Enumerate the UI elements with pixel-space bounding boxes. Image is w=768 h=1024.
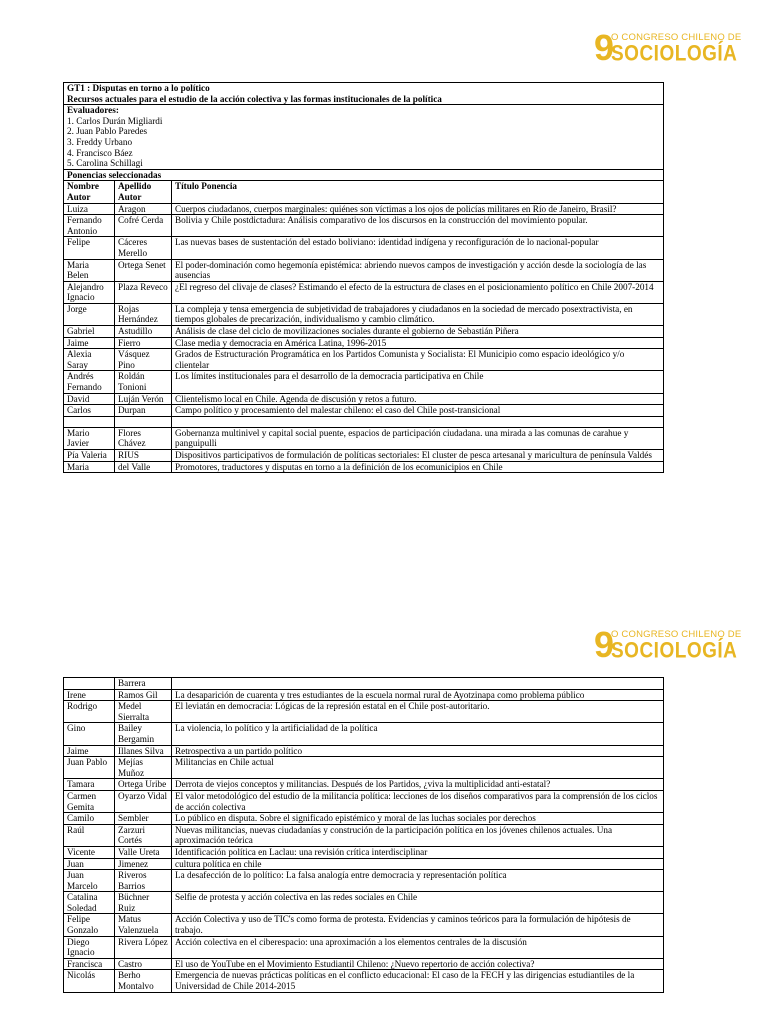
author-last-name: Medel Sierralta [115,701,172,723]
author-first-name: Vicente [64,846,115,858]
author-first-name: Luiza [64,203,115,215]
header-row [64,83,664,105]
table-row [64,461,664,473]
author-first-name: Carmen Gemita [64,790,115,812]
logo-line1: O CONGRESO CHILENO DE [611,32,742,43]
evaluador: 3. Freddy Urbano [67,136,133,147]
paper-title: La desafección de lo político: La falsa analogía entre democracia y representación política [172,870,664,892]
logo-line1: O CONGRESO CHILENO DE [611,629,742,640]
author-first-name: Catalina Soledad [64,892,115,914]
author-first-name [64,416,115,427]
col-apellido-header: Apellido Autor [115,181,172,203]
group-subtitle: Recursos actuales para el estudio de la acción colectiva y las formas institucionales de la política [67,93,442,104]
author-last-name: Zarzuri Cortés [115,824,172,846]
group-title: GT1 : Disputas en torno a lo político [67,83,210,93]
col-titulo-header: Título Ponencia [172,181,664,203]
author-first-name: Juan Pablo [64,757,115,779]
author-first-name: Gabriel [64,326,115,338]
evaluador: 2. Juan Pablo Paredes [67,126,148,137]
paper-title: El uso de YouTube en el Movimiento Estudiantil Chileno: ¿Nuevo repertorio de acción colectiva? [172,958,664,970]
table-row [64,936,664,958]
table-row [64,203,664,215]
author-first-name [64,678,115,690]
author-last-name: Matus Valenzuela [115,914,172,936]
author-first-name: Carlos [64,405,115,417]
table-row [64,970,664,992]
evaluador: 4. Francisco Báez [67,147,133,158]
table-row [64,757,664,779]
column-header-row [64,181,664,203]
table-row [64,337,664,349]
table-row [64,846,664,858]
table-row [64,779,664,791]
table-row [64,259,664,281]
paper-title: El valor metodológico del estudio de la militancia política: lecciones de los diseños comparativos para la comprensión de los ciclos de acción colectiva [172,790,664,812]
table-row [64,813,664,825]
author-last-name: Büchner Ruiz [115,892,172,914]
table-row [64,745,664,757]
author-last-name: Cáceres Merello [115,237,172,259]
paper-title: Nuevas militancias, nuevas ciudadanías y construción de la participación política en los jóvenes chilenos actuales. Una aproximación teórica [172,824,664,846]
table-row [64,349,664,371]
table-row [64,416,664,427]
paper-title: Campo político y procesamiento del malestar chileno: el caso del Chile post-transicional [172,405,664,417]
author-last-name: Plaza Reveco [115,281,172,303]
author-last-name: Roldán Tonioni [115,371,172,393]
evaluadores-row [64,105,664,170]
author-last-name: Durpan [115,405,172,417]
evaluadores-label: Evaluadores: [67,105,119,116]
paper-title: Cuerpos ciudadanos, cuerpos marginales: quiénes son víctimas a los ojos de policías militares en Río de Janeiro, Brasil? [172,203,664,215]
ponencias-table-page2 [63,677,664,993]
paper-title: Acción Colectiva y uso de TIC's como forma de protesta. Evidencias y caminos teóricos para la formulación de hipótesis de trabajo. [172,914,664,936]
author-first-name: Maria Belen [64,259,115,281]
paper-title: Lo público en disputa. Sobre el significado epistémico y moral de las luchas sociales por derechos [172,813,664,825]
paper-title: Selfie de protesta y acción colectiva en las redes sociales en Chile [172,892,664,914]
author-first-name: Irene [64,689,115,701]
author-first-name: Jorge [64,303,115,325]
table-row [64,405,664,417]
ponencias-table-page1 [63,82,664,473]
table-row [64,237,664,259]
paper-title: Dispositivos participativos de formulación de políticas sectoriales: El cluster de pesca artesanal y maricultura de península Valdés [172,450,664,462]
author-last-name: Ortega Senet [115,259,172,281]
author-last-name: Aragon [115,203,172,215]
author-last-name [115,416,172,427]
author-first-name: Camilo [64,813,115,825]
table-row [64,824,664,846]
author-first-name: David [64,393,115,405]
author-last-name: Oyarzo Vidal [115,790,172,812]
paper-title: Análisis de clase del ciclo de movilizaciones sociales durante el gobierno de Sebastián Piñera [172,326,664,338]
author-last-name: Astudillo [115,326,172,338]
logo-number: 9 [594,624,615,665]
author-last-name: RIUS [115,450,172,462]
paper-title: cultura política en chile [172,858,664,870]
author-first-name: Francisca [64,958,115,970]
paper-title: La desaparición de cuarenta y tres estudiantes de la escuela normal rural de Ayotzinapa como problema público [172,689,664,701]
table-row [64,215,664,237]
paper-title: El leviatán en democracia: Lógicas de la represión estatal en el Chile post-autoritario. [172,701,664,723]
table-row [64,689,664,701]
author-last-name: Ramos Gil [115,689,172,701]
table-row [64,870,664,892]
author-last-name: Bailey Bergamin [115,723,172,745]
logo-line2: SOCIOLOGÍA [611,639,738,664]
paper-title: Promotores, traductores y disputas en torno a la definición de los ecomunicipios en Chile [172,461,664,473]
ponencias-label: Ponencias seleccionadas [64,169,664,181]
paper-title [172,416,664,427]
author-last-name: Barrera [115,678,172,690]
paper-title: Militancias en Chile actual [172,757,664,779]
author-last-name: Castro [115,958,172,970]
paper-title: El poder-dominación como hegemonía epistémica: abriendo nuevos campos de investigación y acción desde la sociología de las ausencias [172,259,664,281]
table-row [64,450,664,462]
author-first-name: Maria [64,461,115,473]
author-first-name: Juan Marcelo [64,870,115,892]
evaluador: 1. Carlos Durán Migliardi [67,115,163,126]
table-row [64,393,664,405]
table-row [64,914,664,936]
paper-title: Gobernanza multinivel y capital social puente, espacios de participación ciudadana. una mirada a las comunas de carahue y panguipulli [172,427,664,449]
congress-logo [594,624,742,667]
paper-title: Identificación política en Laclau: una revisión crítica interdisciplinar [172,846,664,858]
author-first-name: Gino [64,723,115,745]
author-first-name: Pía Valeria [64,450,115,462]
author-last-name: del Valle [115,461,172,473]
table-row [64,723,664,745]
author-last-name: Riveros Barrios [115,870,172,892]
author-first-name: Alejandro Ignacio [64,281,115,303]
paper-title: Las nuevas bases de sustentación del estado boliviano: identidad indígena y reconfiguración de lo nacional-popular [172,237,664,259]
author-last-name: Ortega Uribe [115,779,172,791]
author-last-name: Fierro [115,337,172,349]
table-row [64,326,664,338]
table-row [64,427,664,449]
paper-title: ¿El regreso del clivaje de clases? Estimando el efecto de la estructura de clases en el posicionamiento político en Chile 2007-2014 [172,281,664,303]
author-first-name: Felipe Gonzalo [64,914,115,936]
logo-number: 9 [594,27,615,68]
author-last-name: Vásquez Pino [115,349,172,371]
table-row [64,303,664,325]
author-first-name: Fernando Antonio [64,215,115,237]
paper-title: Derrota de viejos conceptos y militancias. Después de los Partidos, ¿viva la multiplicidad anti-estatal? [172,779,664,791]
congress-logo [594,27,742,70]
paper-title [172,678,664,690]
author-first-name: Raúl [64,824,115,846]
author-first-name: Diego Ignacio [64,936,115,958]
table-row [64,790,664,812]
ponencias-label-row [64,169,664,181]
paper-title: Clientelismo local en Chile. Agenda de discusión y retos a futuro. [172,393,664,405]
table-row [64,958,664,970]
author-last-name: Mejías Muñoz [115,757,172,779]
table-row [64,858,664,870]
author-first-name: Jaime [64,745,115,757]
logo-line2: SOCIOLOGÍA [611,42,738,67]
author-last-name: Berho Montalvo [115,970,172,992]
paper-title: La compleja y tensa emergencia de subjetividad de trabajadores y ciudadanos en la sociedad de mercado posextractivista, en tiempos globales de precarización, individualismo y cambio climático. [172,303,664,325]
author-first-name: Nicolás [64,970,115,992]
author-last-name: Luján Verón [115,393,172,405]
author-last-name: Valle Ureta [115,846,172,858]
paper-title: Los límites institucionales para el desarrollo de la democracia participativa en Chile [172,371,664,393]
author-first-name: Andrés Fernando [64,371,115,393]
table-row [64,371,664,393]
author-first-name: Rodrigo [64,701,115,723]
author-first-name: Juan [64,858,115,870]
author-last-name: Rojas Hernández [115,303,172,325]
author-last-name: Flores Chávez [115,427,172,449]
author-last-name: Jimenez [115,858,172,870]
table-row [64,281,664,303]
paper-title: Bolivia y Chile postdictadura: Análisis comparativo de los discursos en la construcción del movimiento popular. [172,215,664,237]
author-first-name: Tamara [64,779,115,791]
author-first-name: Alexia Saray [64,349,115,371]
author-first-name: Jaime [64,337,115,349]
author-last-name: Sembler [115,813,172,825]
evaluador: 5. Carolina Schillagi [67,158,143,169]
table-row [64,892,664,914]
author-first-name: Mario Javier [64,427,115,449]
author-last-name: Illanes Silva [115,745,172,757]
table-row [64,678,664,690]
paper-title: Grados de Estructuración Programática en los Partidos Comunista y Socialista: El Municipio como espacio ideológico y/o clientelar [172,349,664,371]
paper-title: Acción colectiva en el ciberespacio: una aproximación a los elementos centrales de la discusión [172,936,664,958]
paper-title: Emergencia de nuevas prácticas políticas en el conflicto educacional: El caso de la FECH y las dirigencias estudiantiles de la Universidad de Chile 2014-2015 [172,970,664,992]
table-row [64,701,664,723]
author-last-name: Cofré Cerda [115,215,172,237]
author-first-name: Felipe [64,237,115,259]
paper-title: Clase media y democracia en América Latina, 1996-2015 [172,337,664,349]
col-nombre-header: Nombre Autor [64,181,115,203]
paper-title: Retrospectiva a un partido político [172,745,664,757]
author-last-name: Rivera López [115,936,172,958]
paper-title: La violencia, lo político y la artificialidad de la política [172,723,664,745]
